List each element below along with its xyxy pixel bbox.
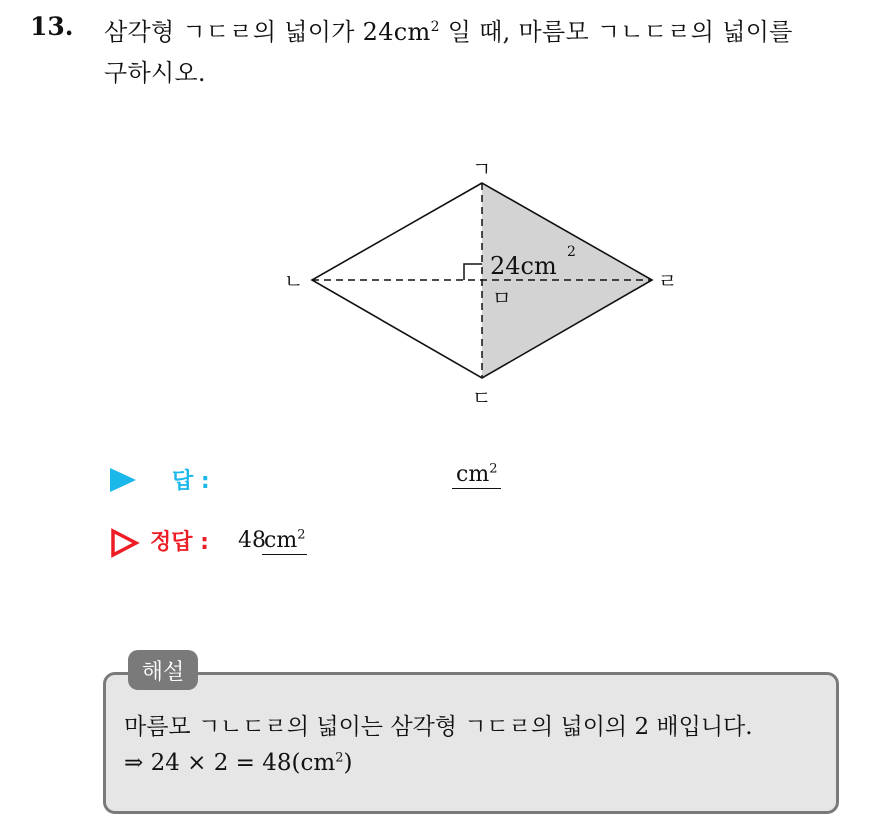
question-text [104, 12, 874, 94]
answer-arrow-icon [110, 468, 136, 492]
explanation-line2-a: ⇒ 24 × 2 = 48(cm [124, 750, 336, 776]
question-number: 13. [30, 12, 74, 41]
correct-answer-value: 48 [238, 528, 266, 553]
vertex-center-label: ㅁ [492, 286, 512, 310]
area-label-sup: 2 [567, 244, 576, 260]
explanation-line2-b: ) [343, 750, 353, 776]
question-line1-b: 일 때, 마름모 ㄱㄴㄷㄹ의 넓이를 [439, 18, 793, 46]
answer-label: 답 : [172, 469, 210, 494]
explanation-line2-sup: 2 [335, 750, 344, 766]
rhombus-figure [270, 148, 690, 418]
explanation-line1: 마름모 ㄱㄴㄷㄹ의 넓이는 삼각형 ㄱㄷㄹ의 넓이의 2 배입니다. [124, 714, 753, 740]
answer-unit-sup: 2 [489, 461, 498, 477]
vertex-right-label: ㄹ [658, 269, 678, 293]
explanation-tab: 해설 [128, 650, 198, 690]
explanation-line2 [124, 750, 352, 776]
question-line1-sup: 2 [430, 19, 440, 35]
question-line2: 구하시오. [104, 59, 206, 87]
area-label: 24cm [490, 252, 557, 280]
correct-unit-text: cm [264, 528, 298, 553]
correct-answer-label: 정답 : [150, 530, 209, 555]
vertex-bottom-label: ㄷ [472, 386, 492, 410]
answer-unit-text: cm [456, 462, 490, 487]
correct-answer-unit [262, 528, 307, 555]
correct-arrow-icon [110, 528, 140, 558]
vertex-top-label: ㄱ [472, 157, 492, 181]
right-angle-mark [464, 264, 482, 280]
explanation-box [103, 672, 839, 814]
question-line1-a: 삼각형 ㄱㄷㄹ의 넓이가 24cm [104, 18, 431, 46]
answer-unit [452, 462, 501, 489]
correct-unit-sup: 2 [297, 527, 306, 543]
vertex-left-label: ㄴ [284, 269, 304, 293]
